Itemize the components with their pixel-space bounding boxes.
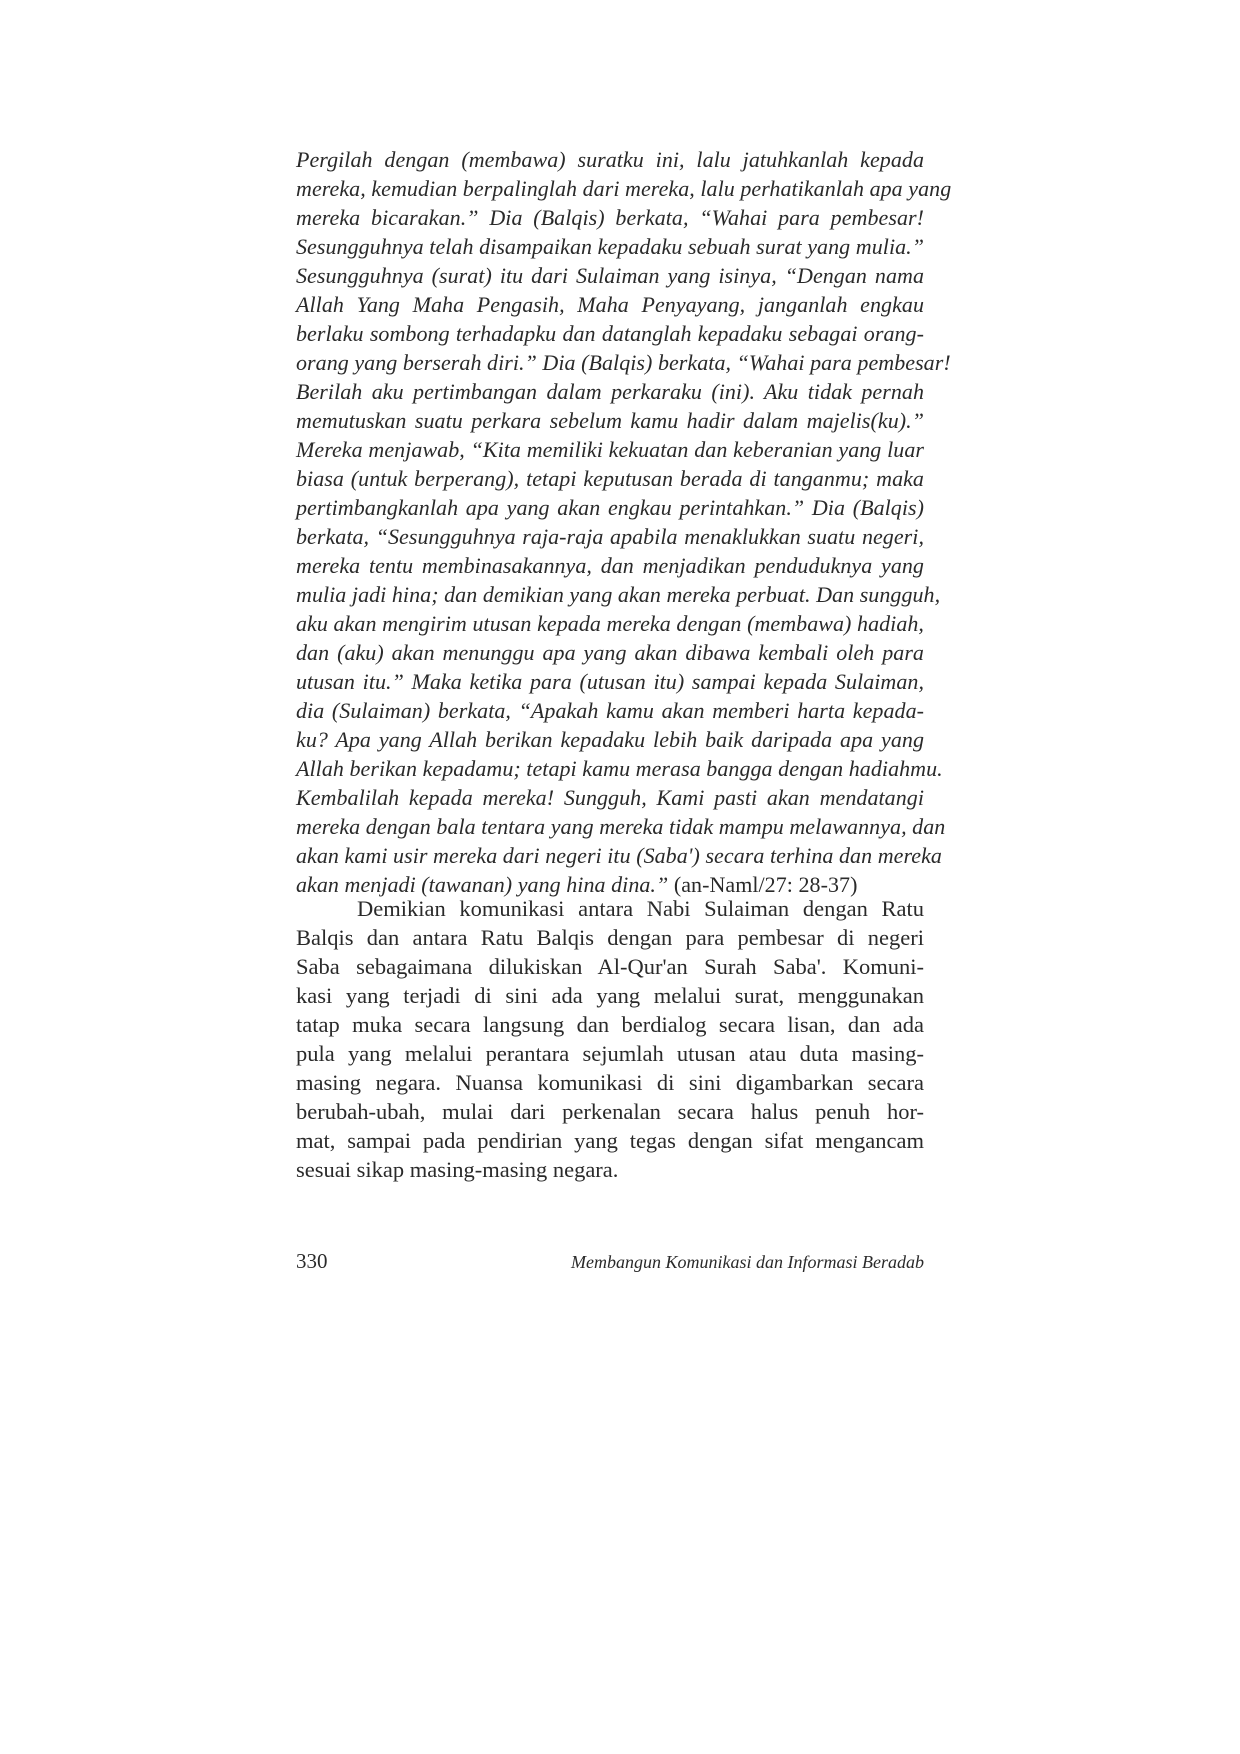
quote-line: Pergilah dengan (membawa) suratku ini, lalu jatuhkanlah kepada	[296, 147, 924, 172]
running-title: Membangun Komunikasi dan Informasi Beradab	[571, 1252, 924, 1272]
quote-line: Kembalilah kepada mereka! Sungguh, Kami pasti akan mendatangi	[296, 785, 924, 810]
quote-line: utusan itu.” Maka ketika para (utusan itu) sampai kepada Sulaiman,	[296, 669, 924, 694]
quote-line: Sesungguhnya (surat) itu dari Sulaiman yang isinya, “Dengan nama	[296, 263, 924, 288]
quote-line: akan menjadi (tawanan) yang hina dina.”	[296, 872, 669, 897]
paragraph-line: sesuai sikap masing-masing negara.	[296, 1157, 619, 1182]
quote-line: ku? Apa yang Allah berikan kepadaku lebih baik daripada apa yang	[296, 727, 924, 752]
paragraph-line: tatap muka secara langsung dan berdialog secara lisan, dan ada	[296, 1012, 924, 1037]
quote-line: mereka tentu membinasakannya, dan menjadikan penduduknya yang	[296, 553, 924, 578]
quote-line: dan (aku) akan menunggu apa yang akan dibawa kembali oleh para	[296, 640, 924, 665]
paragraph-line: Balqis dan antara Ratu Balqis dengan para pembesar di negeri	[296, 925, 924, 950]
verse-reference: (an-Naml/27: 28-37)	[673, 872, 858, 897]
quote-line: biasa (untuk berperang), tetapi keputusan berada di tanganmu; maka	[296, 466, 924, 491]
body-paragraph	[296, 894, 924, 1184]
quote-line: Sesungguhnya telah disampaikan kepadaku sebuah surat yang mulia.”	[296, 234, 924, 259]
quote-line: mereka dengan bala tentara yang mereka tidak mampu melawannya, dan	[296, 814, 946, 839]
quote-line: Mereka menjawab, “Kita memiliki kekuatan dan keberanian yang luar	[296, 437, 924, 462]
quote-line: dia (Sulaiman) berkata, “Apakah kamu akan memberi harta kepada-	[296, 698, 924, 723]
quote-line: aku akan mengirim utusan kepada mereka dengan (membawa) hadiah,	[296, 611, 924, 636]
quote-line: berlaku sombong terhadapku dan datanglah kepadaku sebagai orang-	[296, 321, 924, 346]
quote-line: memutuskan suatu perkara sebelum kamu hadir dalam majelis(ku).”	[296, 408, 924, 433]
page-number: 330	[296, 1249, 328, 1273]
paragraph-line: kasi yang terjadi di sini ada yang melalui surat, menggunakan	[296, 983, 924, 1008]
quote-line: pertimbangkanlah apa yang akan engkau perintahkan.” Dia (Balqis)	[296, 495, 924, 520]
paragraph-line: Saba sebagaimana dilukiskan Al-Qur'an Surah Saba'. Komuni-	[296, 954, 924, 979]
quote-line: mereka, kemudian berpalinglah dari mereka, lalu perhatikanlah apa yang	[296, 176, 952, 201]
quote-line: Allah Yang Maha Pengasih, Maha Penyayang, janganlah engkau	[296, 292, 924, 317]
paragraph-line: masing negara. Nuansa komunikasi di sini digambarkan secara	[296, 1070, 924, 1095]
quote-line: Berilah aku pertimbangan dalam perkaraku (ini). Aku tidak pernah	[296, 379, 924, 404]
quote-line: akan kami usir mereka dari negeri itu (Saba') secara terhina dan mereka	[296, 843, 942, 868]
quote-line: mereka bicarakan.” Dia (Balqis) berkata, “Wahai para pembesar!	[296, 205, 924, 230]
paragraph-line: Demikian komunikasi antara Nabi Sulaiman dengan Ratu	[357, 896, 924, 921]
paragraph-line: pula yang melalui perantara sejumlah utusan atau duta masing-	[296, 1041, 924, 1066]
quote-line: Allah berikan kepadamu; tetapi kamu merasa bangga dengan hadiahmu.	[296, 756, 943, 781]
quote-line: mulia jadi hina; dan demikian yang akan mereka perbuat. Dan sungguh,	[296, 582, 941, 607]
quote-line: berkata, “Sesungguhnya raja-raja apabila menaklukkan suatu negeri,	[296, 524, 924, 549]
paragraph-line: berubah-ubah, mulai dari perkenalan secara halus penuh hor-	[296, 1099, 924, 1124]
quote-line: orang yang berserah diri.” Dia (Balqis) berkata, “Wahai para pembesar!	[296, 350, 951, 375]
quran-quotation	[296, 145, 952, 899]
paragraph-line: mat, sampai pada pendirian yang tegas dengan sifat mengancam	[296, 1128, 924, 1153]
